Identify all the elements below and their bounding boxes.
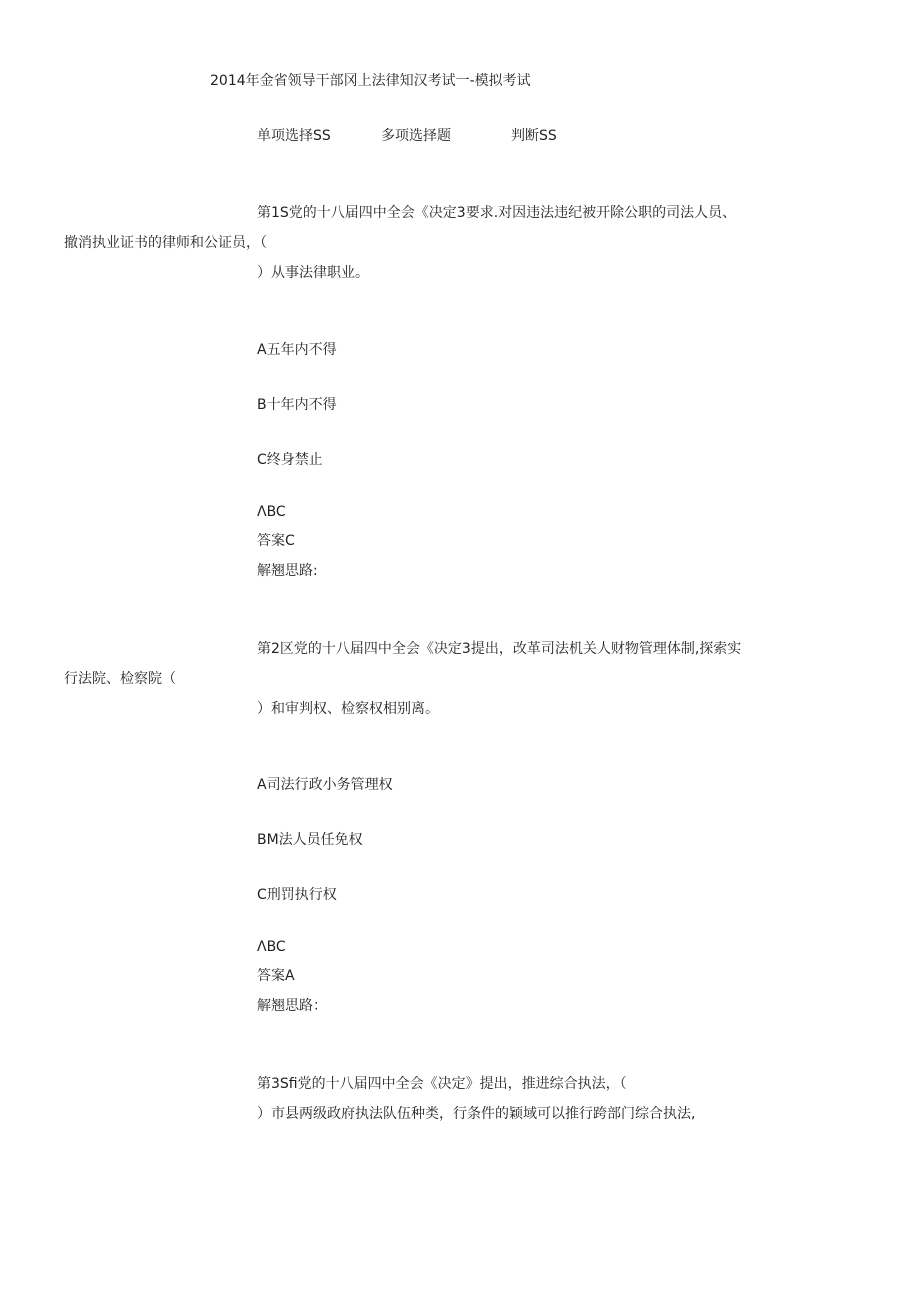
question-1-explanation-label: 解翘思路:: [257, 563, 318, 579]
page-title: 2014年金省领导干部冈上法律知汉考试一-模拟考试: [210, 73, 531, 89]
question-1-option-abc[interactable]: ΛBC: [257, 504, 286, 520]
question-2-text-line2: 行法院、检察院（: [64, 671, 176, 687]
tab-multiple-choice[interactable]: 多项选择题: [381, 128, 451, 144]
tab-true-false[interactable]: 判断SS: [511, 128, 557, 144]
question-2-answer: 答案A: [257, 968, 295, 984]
question-3-text-line1: 第3Sfi党的十八届四中全会《决定》提出，推进综合执法，（: [257, 1076, 627, 1092]
tab-single-choice[interactable]: 单项选择SS: [257, 128, 331, 144]
question-2-option-b[interactable]: BM法人员任免权: [257, 832, 363, 848]
question-2-option-c[interactable]: C刑罚执行权: [257, 887, 337, 903]
question-2-text-line1: 第2区党的十八届四中全会《决定3提出，改革司法机关人财物管理体制,探索实: [257, 641, 742, 657]
question-1-option-a[interactable]: A五年内不得: [257, 342, 337, 358]
question-1-option-b[interactable]: B十年内不得: [257, 397, 337, 413]
question-2-explanation-label: 解翘思路：: [257, 998, 327, 1014]
question-1-answer: 答案C: [257, 533, 295, 549]
question-3-text-line2: ）市县两级政府执法队伍种类，行条件的颖域可以推行跨部门综合执法,: [257, 1106, 696, 1122]
question-1-text-line2: 撤消执业证书的律师和公证员，（: [64, 235, 267, 251]
question-1-text-line3: ）从事法律职业。: [257, 265, 369, 281]
question-1-option-c[interactable]: C终身禁止: [257, 452, 323, 468]
question-2-option-abc[interactable]: ΛBC: [257, 939, 286, 955]
question-1-text-line1: 第1S党的十八届四中全会《决定3要求.对因违法违纪被开除公职的司法人员、: [257, 205, 737, 221]
question-2-option-a[interactable]: A司法行政小务管理权: [257, 777, 393, 793]
question-2-text-line3: ）和审判权、检察权相别离。: [257, 701, 439, 717]
